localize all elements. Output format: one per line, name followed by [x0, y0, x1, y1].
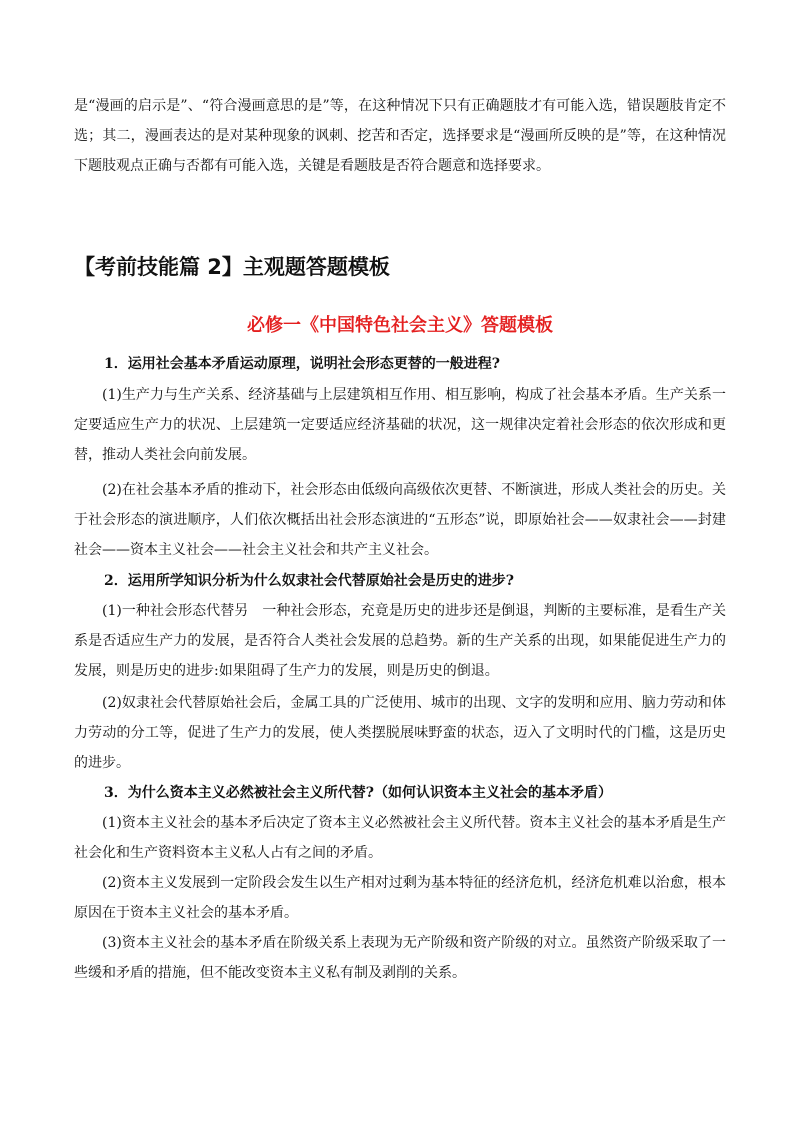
- question-3-answer-3: (3)资本主义社会的基本矛盾在阶级关系上表现为无产阶级和资产阶级的对立。虽然资产阶级采取了一些缓和矛盾的措施，但不能改变资本主义私有制及剥削的关系。: [74, 935, 726, 981]
- section-subtitle: 必修一《中国特色社会主义》答题模板: [247, 315, 553, 336]
- question-1-answer-2: (2)在社会基本矛盾的推动下，社会形态由低级向高级依次更替、不断演进，形成人类社会的历史。关于社会形态的演进顺序，人们依次概括出社会形态演进的“五形态”说，即原始社会——奴隶社会——封建社会——资本主义社会——社会主义社会和共产主义社会。: [74, 482, 726, 558]
- question-3-title: 3．为什么资本主义必然被社会主义所代替?（如何认识资本主义社会的基本矛盾）: [104, 785, 612, 801]
- question-1-answer-1: (1)生产力与生产关系、经济基础与上层建筑相互作用、相互影响，构成了社会基本矛盾。生产关系一定要适应生产力的状况、上层建筑一定要适应经济基础的状况，这一规律决定着社会形态的依次形成和更替，推动人类社会向前发展。: [74, 387, 726, 463]
- question-2-title: 2．运用所学知识分析为什么奴隶社会代替原始社会是历史的进步?: [104, 573, 514, 589]
- section-heading: 【考前技能篇 2】主观题答题模板: [74, 255, 390, 279]
- question-2-answer-2: (2)奴隶社会代替原始社会后，金属工具的广泛使用、城市的出现、文字的发明和应用、脑力劳动和体力劳动的分工等，促进了生产力的发展，使人类摆脱展味野蛮的状态，迈入了文明时代的门槛，这是历史的进步。: [74, 695, 726, 771]
- question-3-answer-2: (2)资本主义发展到一定阶段会发生以生产相对过剩为基本特征的经济危机，经济危机难以治愈，根本原因在于资本主义社会的基本矛盾。: [74, 875, 726, 921]
- question-1-title: 1．运用社会基本矛盾运动原理，说明社会形态更替的一般进程?: [104, 356, 500, 372]
- question-3-answer-1: (1)资本主义社会的基本矛后决定了资本主义必然被社会主义所代替。资本主义社会的基本矛盾是生产社会化和生产资料资本主义私人占有之间的矛盾。: [74, 815, 726, 861]
- intro-paragraph: 是“漫画的启示是”、“符合漫画意思的是”等，在这种情况下只有正确题肢才有可能入选，错误题肢肯定不选；其二，漫画表达的是对某种现象的讽刺、挖苦和否定，选择要求是“漫画所反映的是”等，在这种情况下题肢观点正确与否都有可能入选，关键是看题肢是否符合题意和选择要求。: [74, 98, 726, 174]
- question-2-answer-1: (1)一种社会形态代替另 一种社会形态，充竟是历史的进步还是倒退，判断的主要标准，是看生产关系是否适应生产力的发展，是否符合人类社会发展的总趋势。新的生产关系的出现，如果能促进生产力的发展，则是历史的进步:如果阻碍了生产力的发展，则是历史的倒退。: [74, 603, 726, 679]
